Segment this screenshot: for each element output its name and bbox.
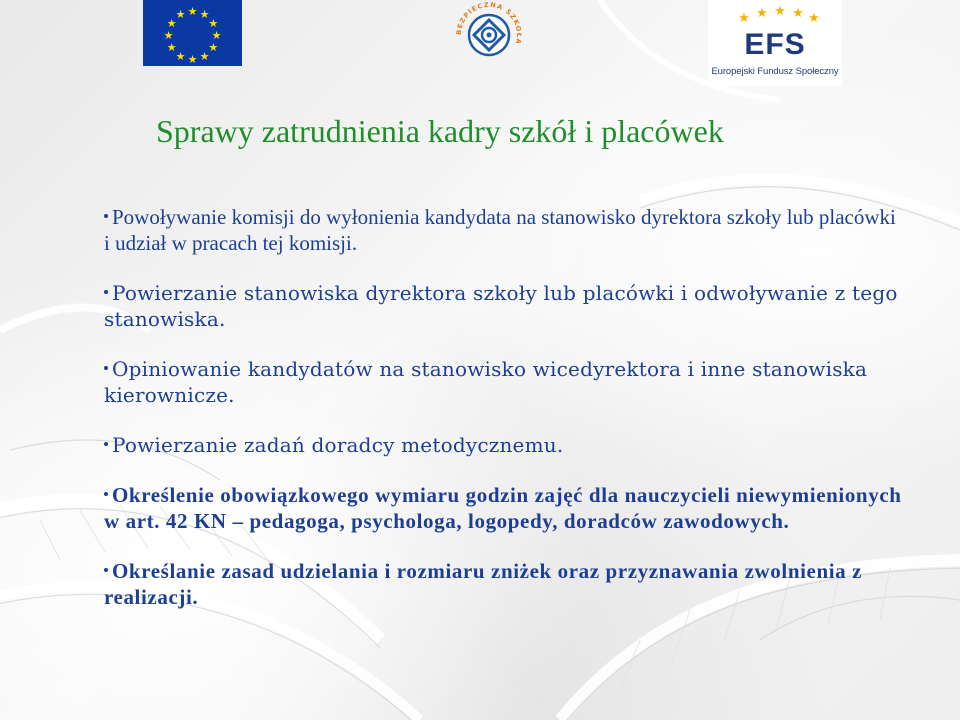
eu-flag-logo bbox=[143, 0, 242, 66]
svg-text:★: ★ bbox=[187, 5, 198, 18]
bullet-dot-icon bbox=[104, 366, 108, 370]
bullet-text: Opiniowanie kandydatów na stanowisko wicedyrektora i inne stanowiska kierownicze. bbox=[104, 357, 868, 407]
bullet-item bbox=[104, 204, 904, 256]
bullet-text: Powierzanie zadań doradcy metodycznemu. bbox=[112, 433, 564, 457]
bullet-dot-icon bbox=[104, 492, 108, 496]
bullet-dot-icon bbox=[104, 442, 108, 446]
svg-text:★: ★ bbox=[175, 8, 186, 22]
bullet-text: Określanie zasad udzielania i rozmiaru zniżek oraz przyznawania zwolnienia z realizacji. bbox=[104, 559, 863, 609]
svg-text:★: ★ bbox=[166, 17, 177, 30]
eu-stars-icon bbox=[143, 0, 242, 66]
bullet-item bbox=[104, 356, 904, 408]
svg-text:★: ★ bbox=[175, 49, 186, 63]
bullet-text: Powierzanie stanowiska dyrektora szkoły lub placówki i odwoływanie z tego stanowiska. bbox=[104, 281, 898, 331]
svg-text:★: ★ bbox=[211, 29, 222, 42]
bullet-item bbox=[104, 558, 904, 610]
svg-text:★: ★ bbox=[208, 17, 219, 30]
bullet-dot-icon bbox=[104, 290, 108, 294]
svg-text:★: ★ bbox=[199, 8, 210, 22]
efs-emblem-icon bbox=[708, 0, 842, 66]
efs-caption: Europejski Fundusz Społeczny bbox=[711, 66, 839, 77]
svg-text:★: ★ bbox=[738, 11, 750, 26]
bullet-list bbox=[104, 204, 904, 634]
svg-text:★: ★ bbox=[774, 4, 786, 19]
efs-logo-text: EFS bbox=[744, 28, 806, 61]
bullet-text: Powoływanie komisji do wyłonienia kandydata na stanowisko dyrektora szkoły lub placówki i udział w pracach tej komisji. bbox=[104, 205, 896, 255]
bullet-dot-icon bbox=[104, 214, 108, 218]
svg-text:★: ★ bbox=[163, 29, 174, 42]
svg-text:★: ★ bbox=[792, 6, 804, 21]
slide-title: Sprawy zatrudnienia kadry szkół i placówek bbox=[156, 113, 724, 149]
school-program-logo bbox=[448, 0, 530, 70]
svg-text:★: ★ bbox=[199, 49, 210, 63]
bullet-dot-icon bbox=[104, 568, 108, 572]
svg-text:★: ★ bbox=[166, 41, 177, 54]
svg-text:★: ★ bbox=[208, 41, 219, 54]
svg-text:★: ★ bbox=[808, 11, 820, 26]
efs-logo bbox=[708, 0, 842, 86]
svg-text:★: ★ bbox=[187, 53, 198, 66]
bullet-item bbox=[104, 280, 904, 332]
svg-text:★: ★ bbox=[756, 6, 768, 21]
bullet-item bbox=[104, 432, 904, 458]
school-logo-ring-text: BEZPIECZNA SZKOŁA bbox=[454, 0, 524, 46]
bullet-item bbox=[104, 482, 904, 534]
bullet-text: Określenie obowiązkowego wymiaru godzin zajęć dla nauczycieli niewymienionych w art. 42 KN – pedagoga, psychologa, logopedy, doradców zawodowych. bbox=[104, 483, 902, 533]
